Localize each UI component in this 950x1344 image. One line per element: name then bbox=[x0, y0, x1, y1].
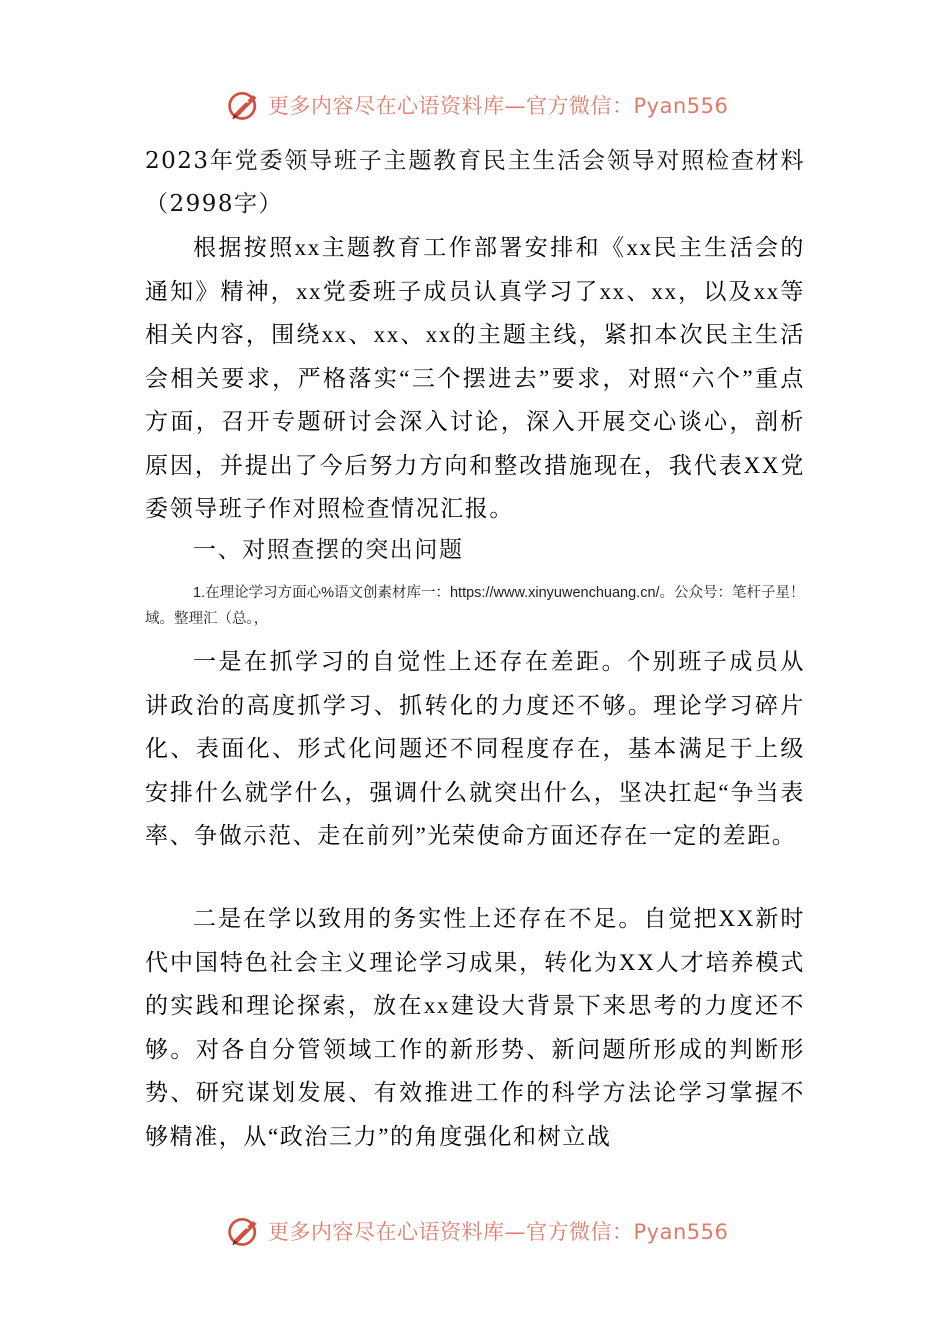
pen-circle-logo-icon bbox=[226, 87, 262, 123]
section-heading: 一、对照查摆的突出问题 bbox=[193, 537, 464, 563]
pen-circle-logo-icon bbox=[226, 1213, 262, 1249]
paragraph-2: 二是在学以致用的务实性上还存在不足。自觉把XX新时代中国特色社会主义理论学习成果，转化为XX人才培养模式的实践和理论探索，放在xx建设大背景下来思考的力度还不够。对各自分管领域工作的新形势、新问题所形成的判断形势、研究谋划发展、有效推进工作的科学方法论学习掌握不够精准，从“政治三力”的角度强化和树立战 bbox=[145, 906, 805, 1149]
paragraph-1: 一是在抓学习的自觉性上还存在差距。个别班子成员从讲政治的高度抓学习、抓转化的力度还不够。理论学习碎片化、表面化、形式化问题还不同程度存在，基本满足于上级安排什么就学什么，强调什么就突出什么，坚决扛起“争当表率、争做示范、走在前列”光荣使命方面还存在一定的差距。 bbox=[145, 649, 805, 848]
intro-paragraph: 根据按照xx主题教育工作部署安排和《xx民主生活会的通知》精神，xx党委班子成员认真学习了xx、xx，以及xx等相关内容，围绕xx、xx、xx的主题主线，紧扣本次民主生活会相关要求，严格落实“三个摆进去”要求，对照“六个”重点方面，召开专题研讨会深入讨论，深入开展交心谈心，剖析原因，并提出了今后努力方向和整改措施现在，我代表XX党委领导班子作对照检查情况汇报。 bbox=[145, 235, 805, 521]
footer-banner bbox=[226, 1211, 728, 1251]
document-title: 2023年党委领导班子主题教育民主生活会领导对照检查材料（2998字） bbox=[145, 148, 805, 217]
banner-text: 更多内容尽在心语资料库—官方微信：Pyan556 bbox=[268, 94, 729, 118]
header-banner bbox=[226, 85, 728, 125]
inserted-note: 1.在理论学习方面心%语文创素材库一：https://www.xinyuwenchuang.cn/。公众号：笔杆子星！域。整理汇（总。， bbox=[145, 585, 805, 627]
banner-text: 更多内容尽在心语资料库—官方微信：Pyan556 bbox=[268, 1220, 729, 1244]
